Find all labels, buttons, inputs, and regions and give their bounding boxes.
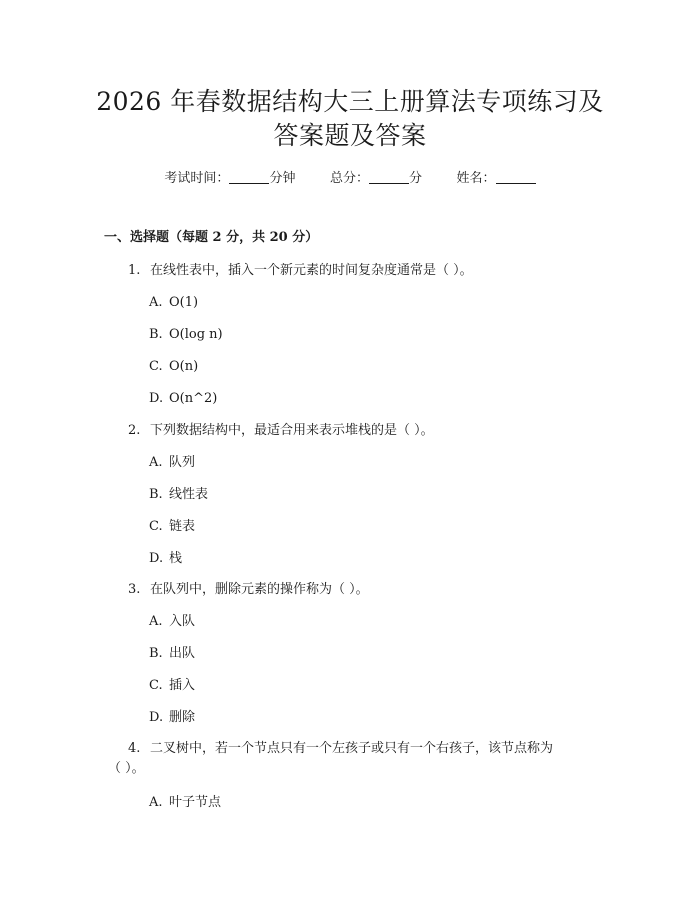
option-item [149,794,221,812]
total-score-field [330,170,422,188]
option-text: 插入 [169,678,196,693]
question-text: 在线性表中，插入一个新元素的时间复杂度通常是（ ）。 [150,263,473,278]
option-letter: C. [149,519,163,534]
option-item [149,486,208,504]
option-item [149,454,195,472]
question-number: 2. [128,423,141,438]
question-number: 3. [128,582,141,597]
option-letter: A. [149,795,163,810]
question-4 [128,740,553,758]
option-item [149,294,198,312]
option-letter: B. [149,327,163,342]
option-letter: B. [149,646,163,661]
total-score-blank [369,170,409,184]
question-text: 在队列中，删除元素的操作称为（ ）。 [150,582,369,597]
question-text: 下列数据结构中，最适合用来表示堆栈的是（ ）。 [150,423,434,438]
total-score-label: 总分： [329,171,369,186]
option-item [149,326,223,344]
option-letter: B. [149,487,163,502]
option-text: 线性表 [169,487,209,502]
option-item [149,518,195,536]
option-item [149,677,195,695]
option-text: 栈 [169,551,183,566]
option-letter: D. [149,710,164,725]
option-text: O(n) [169,359,199,374]
name-blank [496,170,536,184]
option-text: 链表 [169,519,196,534]
question-4-continuation [108,760,145,778]
section-heading: 一、选择题（每题 2 分，共 20 分） [104,230,319,245]
question-number: 4. [128,741,141,756]
option-letter: D. [149,551,164,566]
question-text-line1: 二叉树中，若一个节点只有一个左孩子或只有一个右孩子，该节点称为 [150,741,554,756]
option-text: 叶子节点 [169,795,222,810]
name-field [457,170,536,188]
question-1 [128,262,473,280]
option-item [149,709,195,727]
exam-time-field [164,170,295,188]
exam-time-blank [229,170,269,184]
option-item [149,390,217,408]
option-letter: A. [149,295,163,310]
exam-time-unit: 分钟 [269,171,296,186]
option-item [149,358,198,376]
option-text: 入队 [169,614,196,629]
option-item [149,645,195,663]
question-number: 1. [128,263,141,278]
option-letter: C. [149,359,163,374]
option-text: 队列 [169,455,196,470]
question-text-line2: （ ）。 [108,761,145,776]
document-title-line1: 2026 年春数据结构大三上册算法专项练习及 [96,87,604,116]
option-letter: D. [149,391,164,406]
option-text: O(1) [169,295,199,310]
option-item [149,550,182,568]
exam-time-label: 考试时间： [164,171,230,186]
option-item [149,613,195,631]
option-text: 删除 [169,710,196,725]
total-score-unit: 分 [409,171,423,186]
name-label: 姓名： [456,171,496,186]
option-letter: A. [149,455,163,470]
exam-meta-row [0,170,700,188]
document-title-line2: 答案题及答案 [273,121,427,150]
question-3 [128,581,369,599]
question-2 [128,422,434,440]
option-letter: C. [149,678,163,693]
option-text: O(n^2) [169,391,218,406]
option-text: O(log n) [169,327,223,342]
option-letter: A. [149,614,163,629]
option-text: 出队 [169,646,196,661]
